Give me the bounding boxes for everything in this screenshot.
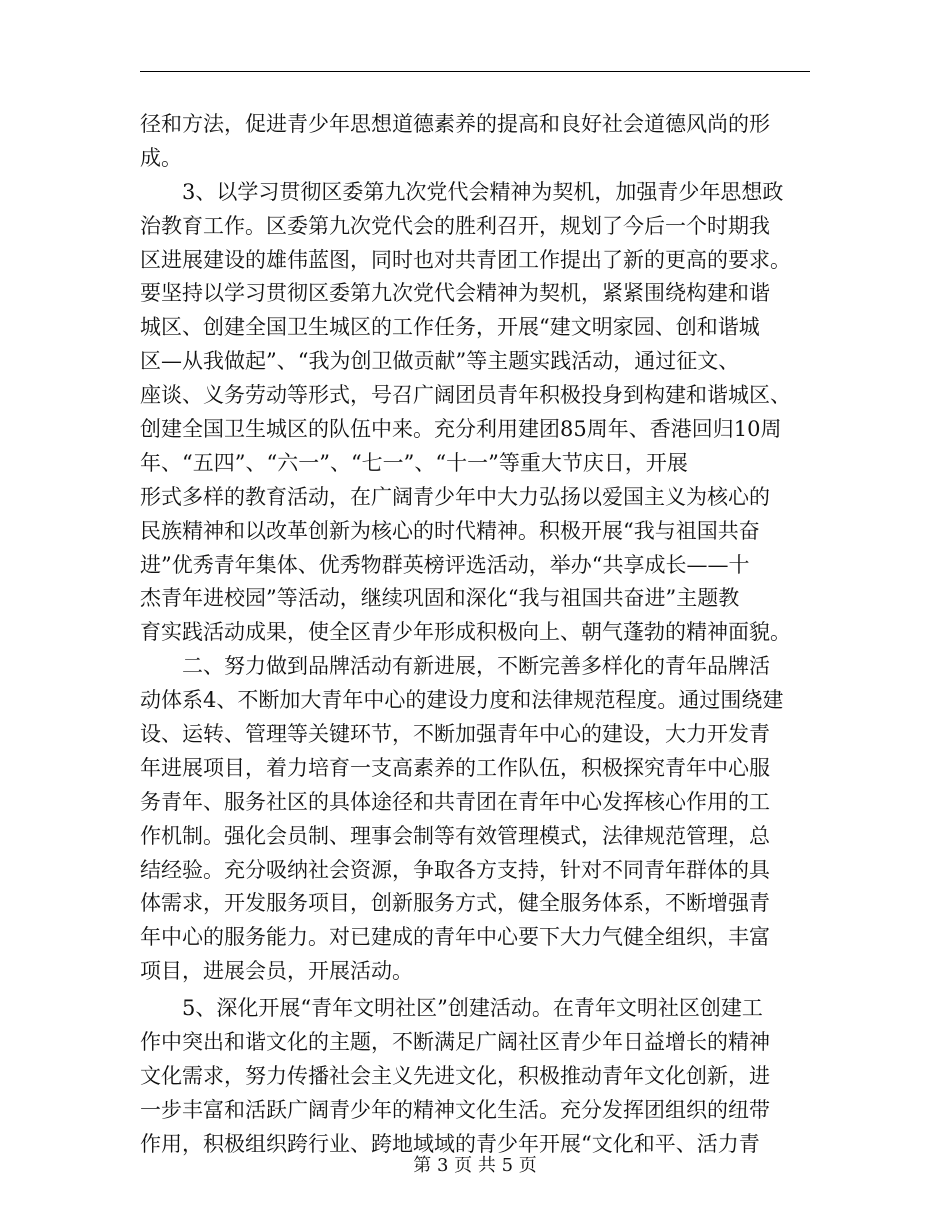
text-line: 座谈、义务劳动等形式，号召广阔团员青年积极投身到构建和谐城区、 (140, 383, 791, 408)
text-line: 二、努力做到品牌活动有新进展，不断完善多样化的青年品牌活 (140, 654, 770, 679)
text-line: 育实践活动成果，使全区青少年形成积极向上、朝气蓬勃的精神面貌。 (140, 620, 791, 645)
text-line: 设、运转、管理等关键环节，不断加强青年中心的建设，大力开发青 (140, 722, 770, 747)
text-line: 区—从我做起”、“我为创卫做贡献”等主题实践活动，通过征文、 (140, 349, 740, 374)
text-line: 作用，积极组织跨行业、跨地域域的青少年开展“文化和平、活力青 (140, 1131, 760, 1156)
text-line: 项目，进展会员，开展活动。 (140, 959, 413, 984)
text-line: 治教育工作。区委第九次党代会的胜利召开，规划了今后一个时期我 (140, 213, 770, 238)
text-line: 进”优秀青年集体、优秀物群英榜评选活动，举办“共享成长——十 (140, 552, 750, 577)
text-line: 杰青年进校园”等活动，继续巩固和深化“我与祖国共奋进”主题教 (140, 586, 740, 611)
text-line: 作中突出和谐文化的主题，不断满足广阔社区青少年日益增长的精神 (140, 1030, 770, 1055)
text-line: 动体系4、不断加大青年中心的建设力度和法律规范程度。通过围绕建 (140, 688, 784, 713)
header-rule (140, 71, 810, 72)
text-line: 径和方法，促进青少年思想道德素养的提高和良好社会道德风尚的形 (140, 112, 770, 136)
text-line: 民族精神和以改革创新为核心的时代精神。积极开展“我与祖国共奋 (140, 518, 760, 543)
text-line: 文化需求，努力传播社会主义先进文化，积极推动青年文化创新，进 (140, 1063, 770, 1088)
text-line: 形式多样的教育活动，在广阔青少年中大力弘扬以爱国主义为核心的 (140, 484, 770, 509)
text-line: 作机制。强化会员制、理事会制等有效管理模式，法律规范管理，总 (140, 823, 770, 848)
text-line: 要坚持以学习贯彻区委第九次党代会精神为契机，紧紧围绕构建和谐 (140, 281, 770, 306)
text-line: 创建全国卫生城区的队伍中来。充分利用建团85周年、香港回归10周 (140, 417, 782, 442)
text-line: 成。 (140, 145, 182, 170)
page-number: 第 3 页 共 5 页 (413, 1155, 537, 1176)
text-line: 年中心的服务能力。对已建成的青年中心要下大力气健全组织，丰富 (140, 925, 770, 950)
text-line: 结经验。充分吸纳社会资源，争取各方支持，针对不同青年群体的具 (140, 857, 770, 882)
text-line: 区进展建设的雄伟蓝图，同时也对共青团工作提出了新的更高的要求。 (140, 247, 791, 272)
text-line: 年、“五四”、“六一”、“七一”、“十一”等重大节庆日，开展 (140, 450, 688, 475)
text-line: 3、以学习贯彻区委第九次党代会精神为契机，加强青少年思想政 (140, 179, 784, 204)
text-line: 城区、创建全国卫生城区的工作任务，开展“建文明家园、创和谐城 (140, 315, 760, 340)
text-line: 5、深化开展“青年文明社区”创建活动。在青年文明社区创建工 (140, 996, 763, 1021)
text-line: 务青年、服务社区的具体途径和共青团在青年中心发挥核心作用的工 (140, 789, 770, 814)
text-line: 体需求，开发服务项目，创新服务方式，健全服务体系，不断增强青 (140, 891, 770, 916)
document-body (140, 108, 812, 1162)
text-line: 年进展项目，着力培育一支高素养的工作队伍，积极探究青年中心服 (140, 755, 770, 780)
text-line: 一步丰富和活跃广阔青少年的精神文化生活。充分发挥团组织的纽带 (140, 1097, 770, 1122)
